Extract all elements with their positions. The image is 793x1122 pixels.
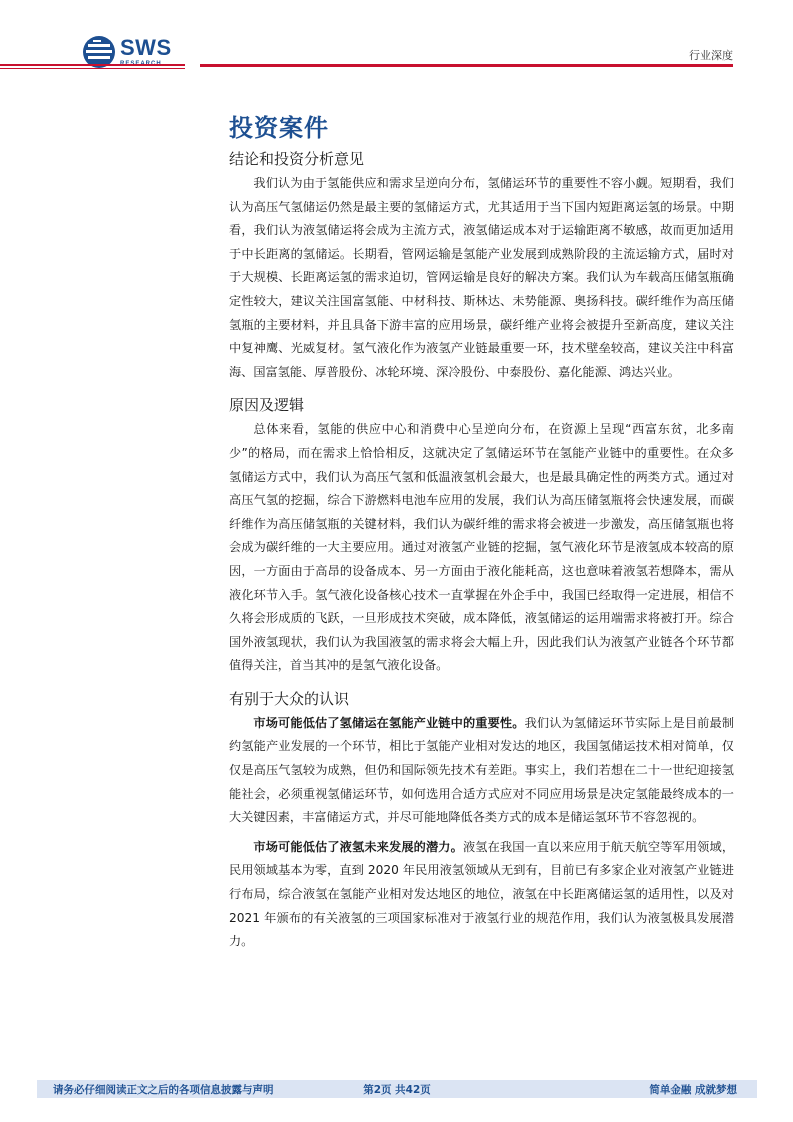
page-number: 第2页 共42页 bbox=[363, 1084, 431, 1096]
section-heading: 原因及逻辑 bbox=[229, 396, 305, 415]
section-conclusion bbox=[229, 148, 734, 384]
logo-wordmark: SWS bbox=[120, 35, 172, 60]
page-title: 投资案件 bbox=[229, 114, 329, 142]
header-rule-left-thin bbox=[0, 68, 185, 69]
footer-disclaimer: 请务必仔细阅读正文之后的各项信息披露与声明 bbox=[53, 1084, 274, 1096]
header-rule-left bbox=[0, 64, 185, 66]
page-footer bbox=[37, 1080, 757, 1098]
paragraph bbox=[229, 172, 734, 384]
section-heading: 结论和投资分析意见 bbox=[229, 150, 365, 168]
section-contrarian bbox=[229, 688, 734, 954]
paragraph bbox=[229, 712, 734, 830]
section-heading: 有别于大众的认识 bbox=[229, 689, 350, 708]
paragraph-lead: 市场可能低估了氢储运在氢能产业链中的重要性。 bbox=[253, 715, 525, 730]
paragraph-text: 总体来看，氢能的供应中心和消费中心呈逆向分布，在资源上呈现“西富东贫，北多南少”的格局，而在需求上恰恰相反，这就决定了氢储运环节在氢能产业链中的重要性。在众多氢储运方式中，我们认为高压气氢和低温液氢机会最大，也是最具确定性的两类方式。通过对高压气氢的挖掘，综合下游燃料电池车应用的发展，我们认为高压储氢瓶将会快速发展，而碳纤维作为高压储氢瓶的关键材料，我们认为碳纤维的需求将会被进一步激发，高压储氢瓶也将会成为碳纤维的一大主要应用。通过对液氢产业链的挖掘，氢气液化环节是液氢成本较高的原因，一方面由于高昂的设备成本、另一方面由于液化能耗高，这也意味着液氢若想降本，需从液化环节入手。氢气液化设备核心技术一直掌握在外企手中，我国已经取得一定进展，相信不久将会形成质的飞跃，一旦形成技术突破，成本降低，液氢储运的运用端需求将被打开。综合国外液氢现状，我们认为我国液氢的需求将会大幅上升，因此我们认为液氢产业链各个环节都值得关注，首当其冲的是氢气液化设备。 bbox=[229, 422, 734, 673]
paragraph bbox=[229, 836, 734, 954]
section-reasons bbox=[229, 394, 734, 678]
header-rule-right bbox=[200, 64, 733, 67]
main-content bbox=[229, 108, 734, 954]
footer-slogan: 简单金融 成就梦想 bbox=[649, 1084, 737, 1096]
paragraph-text: 我们认为由于氢能供应和需求呈逆向分布，氢储运环节的重要性不容小觑。短期看，我们认为高压气氢储运仍然是最主要的氢储运方式，尤其适用于当下国内短距离运氢的场景。中期看，我们认为液氢储运将会成为主流方式，液氢储运成本对于运输距离不敏感，故而更加适用于中长距离的氢储运。长期看，管网运输是氢能产业发展到成熟阶段的主流运输方式，届时对于大规模、长距离运氢的需求迫切，管网运输是良好的解决方案。我们认为车载高压储氢瓶确定性较大，建议关注国富氢能、中材科技、斯林达、未势能源、奥扬科技。碳纤维作为高压储氢瓶的主要材料，并且具备下游丰富的应用场景，碳纤维产业将会被提升至新高度，建议关注中复神鹰、光威复材。氢气液化作为液氢产业链最重要一环，技术壁垒较高，建议关注中科富海、国富氢能、厚普股份、冰轮环境、深冷股份、中泰股份、嘉化能源、鸿达兴业。 bbox=[229, 176, 734, 379]
paragraph-text: 液氢在我国一直以来应用于航天航空等军用领域，民用领域基本为零，直到 2020 年民用液氢领域从无到有，目前已有多家企业对液氢产业链进行布局，综合液氢在氢能产业相对发达地区的地位，液氢在中长距离储运氢的适用性，以及对 2021 年颁布的有关液氢的三项国家标准对于液氢行业的规范作用，我们认为液氢极具发展潜力。 bbox=[229, 839, 735, 949]
paragraph-text: 我们认为氢储运环节实际上是目前最制约氢能产业发展的一个环节，相比于氢能产业相对发达的地区，我国氢储运技术相对简单，仅仅是高压气氢较为成熟，但仍和国际领先技术有差距。事实上，我们若想在二十一世纪迎接氢能社会，必须重视氢储运环节，如何选用合适方式应对不同应用场景是决定氢能最终成本的一大关键因素，丰富储运方式，并尽可能地降低各类方式的成本是储运氢环节不容忽视的。 bbox=[229, 715, 735, 825]
paragraph bbox=[229, 418, 734, 678]
report-type-tag: 行业深度 bbox=[689, 49, 733, 62]
paragraph-lead: 市场可能低估了液氢未来发展的潜力。 bbox=[253, 839, 463, 854]
